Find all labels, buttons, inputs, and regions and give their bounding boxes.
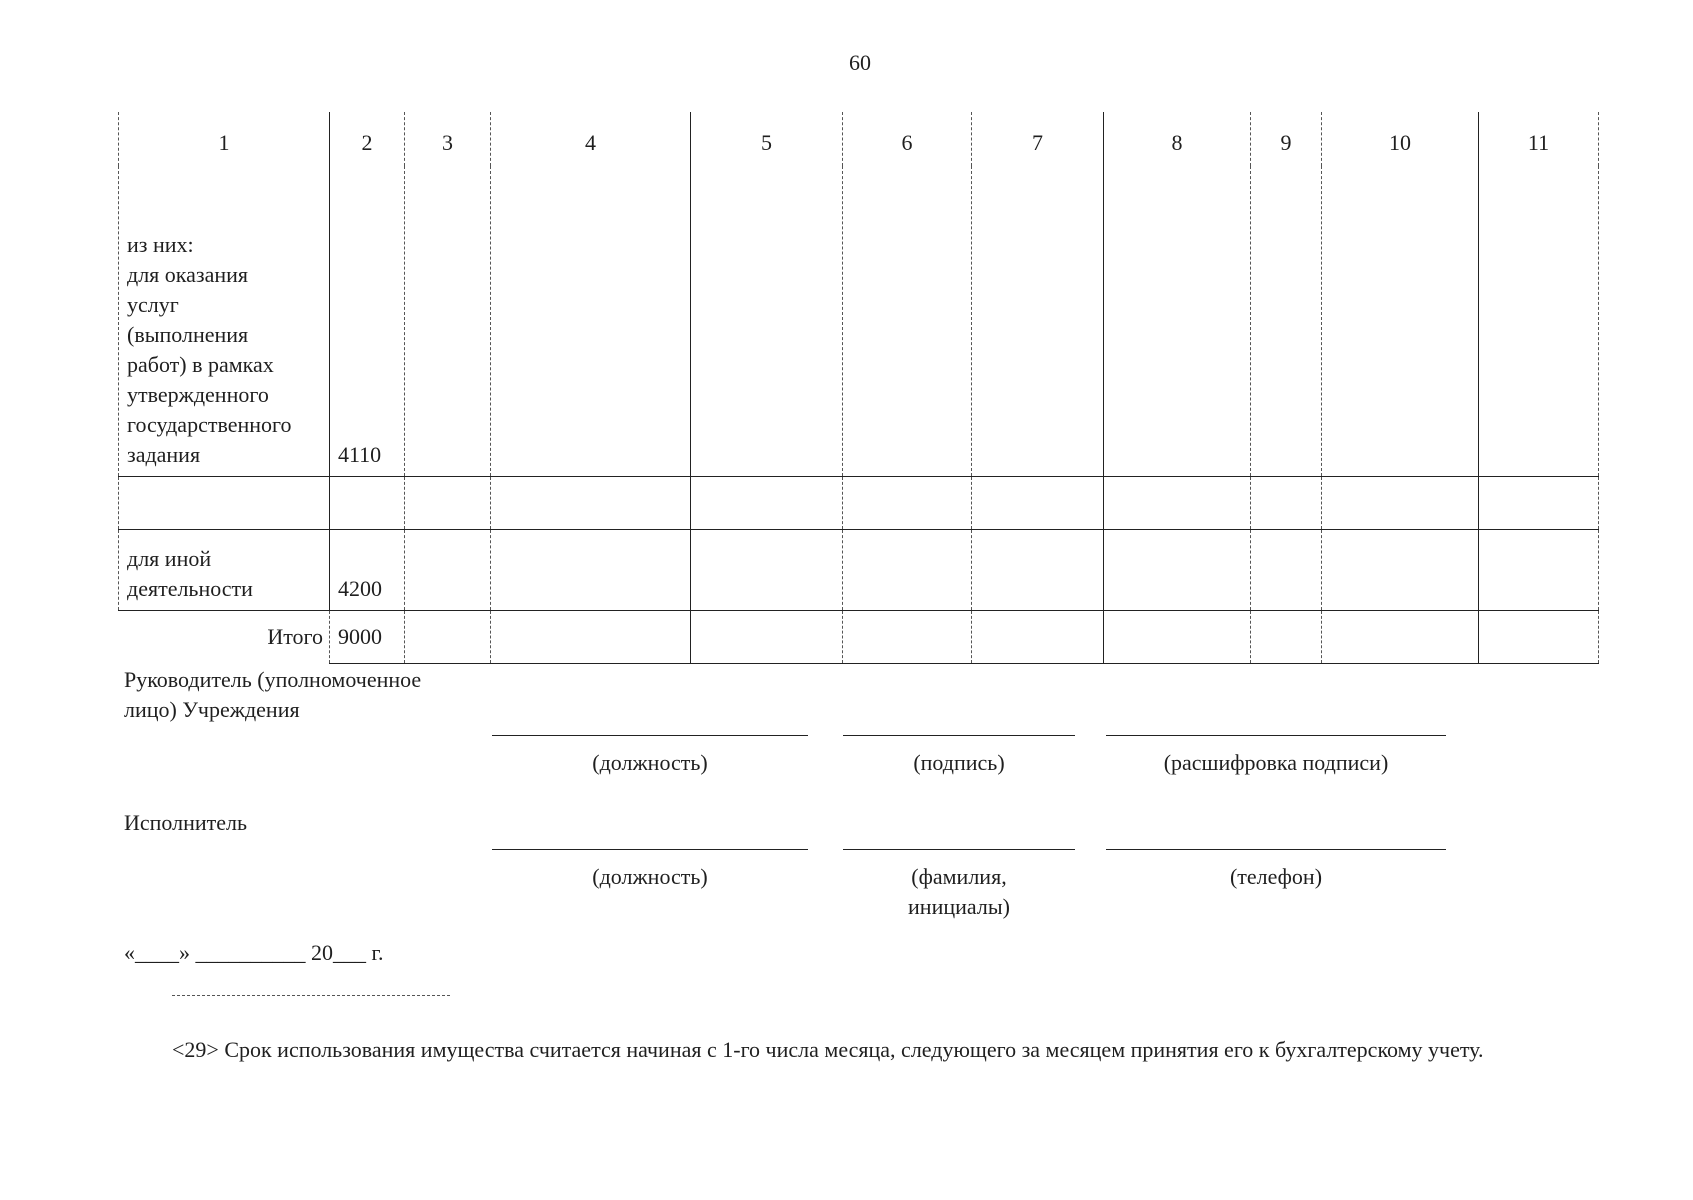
footnote-separator [172, 995, 450, 996]
row-label-cell [119, 477, 330, 530]
executor-phone-line [1106, 849, 1446, 850]
executor-phone-caption: (телефон) [1229, 864, 1323, 889]
head-signature-line [843, 735, 1075, 736]
table-cell [1104, 477, 1251, 530]
report-table-wrap [118, 112, 1598, 664]
table-row [119, 166, 1599, 477]
column-header: 3 [405, 112, 491, 166]
column-header: 5 [691, 112, 843, 166]
head-position-caption: (должность) [592, 750, 708, 775]
row-code [330, 523, 404, 529]
head-name-line [1106, 735, 1446, 736]
table-cell [1104, 530, 1251, 611]
table-cell [843, 530, 972, 611]
column-header: 4 [491, 112, 691, 166]
executor-name-caption: (фамилия, инициалы) [908, 864, 1010, 919]
table-cell [1104, 611, 1251, 664]
column-header: 7 [972, 112, 1104, 166]
row-code-cell [330, 530, 405, 611]
column-header: 8 [1104, 112, 1251, 166]
executor-label: Исполнитель [124, 810, 248, 835]
date-line: «____» __________ 20___ г. [124, 940, 384, 965]
table-cell [405, 530, 491, 611]
column-header: 9 [1251, 112, 1322, 166]
executor-position-caption: (должность) [592, 864, 708, 889]
table-cell [491, 611, 691, 664]
table-cell [491, 530, 691, 611]
table-header-row [119, 112, 1599, 166]
column-header: 2 [330, 112, 405, 166]
table-cell [1322, 530, 1479, 611]
column-header: 6 [843, 112, 972, 166]
table-cell [843, 477, 972, 530]
total-code-cell [330, 611, 405, 664]
table-cell [1322, 611, 1479, 664]
row-code: 4200 [338, 576, 382, 601]
table-cell [1251, 477, 1322, 530]
table-row [119, 477, 1599, 530]
footnote: <29> Срок использования имущества считается начиная с 1-го числа месяца, следующего за месяцем принятия его к бухгалтерскому учету. [172, 1037, 1484, 1062]
report-table [118, 112, 1599, 664]
table-cell [843, 166, 972, 477]
executor-name-line [843, 849, 1075, 850]
table-cell [491, 477, 691, 530]
table-cell [691, 477, 843, 530]
table-row [119, 530, 1599, 611]
row-label [119, 523, 329, 529]
row-code-cell [330, 166, 405, 477]
column-header: 11 [1479, 112, 1599, 166]
table-cell [1479, 166, 1599, 477]
table-cell [1104, 166, 1251, 477]
executor-position-line [492, 849, 808, 850]
column-header: 1 [119, 112, 330, 166]
row-code: 4110 [338, 442, 382, 467]
table-cell [405, 477, 491, 530]
table-cell [405, 611, 491, 664]
total-code: 9000 [338, 624, 382, 649]
table-cell [1322, 477, 1479, 530]
table-cell [691, 166, 843, 477]
page-number: 60 [849, 50, 871, 75]
table-cell [1322, 166, 1479, 477]
table-cell [1479, 611, 1599, 664]
table-cell [972, 530, 1104, 611]
table-cell [691, 611, 843, 664]
table-cell [843, 611, 972, 664]
table-cell [1479, 477, 1599, 530]
table-cell [1479, 530, 1599, 611]
total-row [119, 611, 1599, 664]
table-cell [491, 166, 691, 477]
table-cell [972, 166, 1104, 477]
row-label: для иной деятельности [127, 546, 253, 601]
table-cell [972, 611, 1104, 664]
table-cell [691, 530, 843, 611]
column-header: 10 [1322, 112, 1479, 166]
table-cell [1251, 611, 1322, 664]
total-label: Итого [267, 624, 323, 650]
row-label-cell [119, 166, 330, 477]
total-label-cell [119, 611, 330, 664]
row-label: из них: для оказания услуг (выполнения работ) в рамках утвержденного государственного задания [127, 232, 292, 467]
head-signature-caption: (подпись) [913, 750, 1005, 775]
table-cell [405, 166, 491, 477]
head-position-line [492, 735, 808, 736]
row-label-cell [119, 530, 330, 611]
table-cell [1251, 166, 1322, 477]
head-label: Руководитель (уполномоченное лицо) Учреждения [124, 667, 422, 722]
row-code-cell [330, 477, 405, 530]
table-cell [1251, 530, 1322, 611]
table-cell [972, 477, 1104, 530]
head-name-caption: (расшифровка подписи) [1163, 750, 1389, 775]
